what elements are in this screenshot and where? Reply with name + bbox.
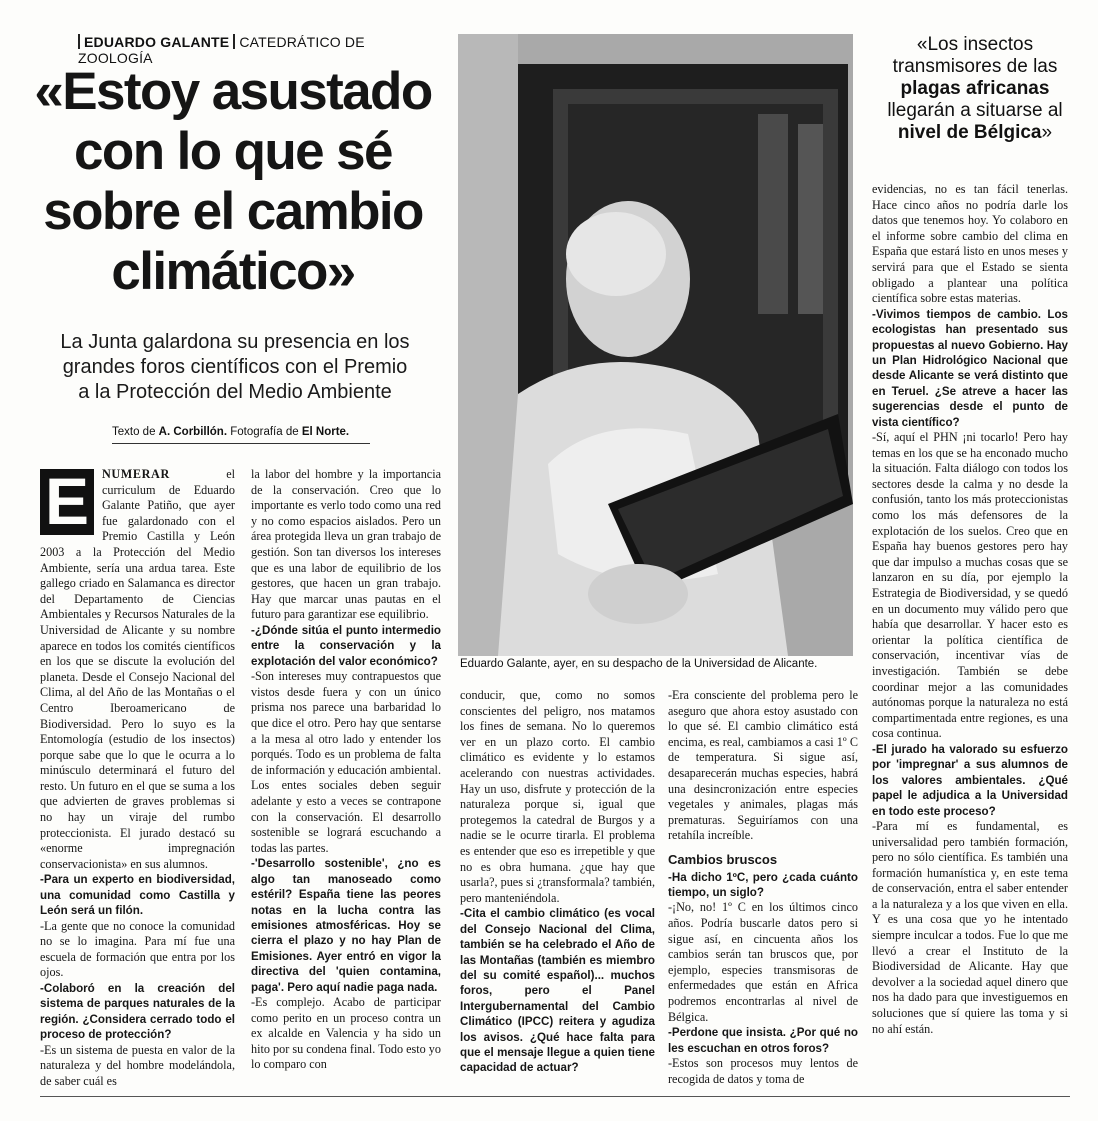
photo	[458, 34, 853, 656]
interview-answer: -Son intereses muy contrapuestos que vistos desde fuera y con un único prisma nos parece una barbaridad lo que dice el otro. Pero hay que sentarse a la mesa al otro lado y entender los porqués. Todo es un problema de falta de información y educación ambiental. Los entes sociales deben seguir adelante y esto a veces se contrapone con la conservación. El desarrollo sostenible se logrará escuchando a todas las partes.	[251, 669, 441, 855]
article-column-5	[872, 182, 1068, 1037]
pull-quote-text: «Los insectos transmisores de las	[892, 34, 1058, 77]
drop-cap: E	[40, 469, 94, 535]
interview-question: -Cita el cambio climático (es vocal del Consejo Nacional del Clima, también se ha celebrado el Año de las Montañas (también es miembro del su comité español)... muchos foros, pero el Panel Intergubernamental del Cambio Climático (IPCC) reitera y agudiza los avisos. ¿Qué hace falta para que el mensaje llegue a quien tiene capacidad de actuar?	[460, 907, 655, 1075]
credit-line	[112, 426, 412, 438]
interview-question: -Vivimos tiempos de cambio. Los ecologistas han presentado sus propuestas al nuevo Gobierno. Hay un Plan Hidrológico Nacional que desde Alicante se verá distinto que en Teruel. ¿Se atreve a hacer las sugerencias desde el punto de vista científico?	[872, 307, 1068, 429]
photo-illustration	[458, 34, 853, 656]
interview-answer: -Estos son procesos muy lentos de recogida de datos y toma de	[668, 1055, 858, 1086]
interview-question: -¿Dónde sitúa el punto intermedio entre la conservación y la explotación del valor económico?	[251, 623, 441, 668]
pull-quote-emphasis: nivel de Bélgica	[897, 122, 1042, 143]
interview-question: -'Desarrollo sostenible', ¿no es algo tan manoseado como estéril? España tiene las peores notas en la lucha contra las emisiones atmosféricas. Hoy se cierra el plazo y no hay Plan de Emisiones. Ayer entró en vigor la directiva del 'quien contamina, paga'. Pero aquí nadie paga nada.	[251, 857, 441, 994]
lead-paragraph	[40, 464, 235, 872]
subheadline	[30, 330, 440, 405]
paragraph-text: el curriculum de Eduardo Galante Patiño, que ayer fue galardonado con el Premio Castilla y León 2003 a la Protección del Medio Ambiente, sería una ardua tarea. Este gallego criado en Salamanca es director del Departamento de Ciencias Ambientales y Recursos Naturales de la Universidad de Alicante y su nombre aparece en todos los comités científicos en los que se discute la evolución del planeta. Desde el Consejo Nacional del Clima, al del Año de las Montañas o el Centro Iberoamericano de Biodiversidad. Pero lo suyo es la Entomología (estudio de los insectos) porque sabe que lo que le ocurra a lo minúsculo determinará el futuro del resto. Un futuro en el que se suma a los que advierten de graves problemas si no hay un viraje del rumbo proteccionista. El jurado destacó su «enorme impregnación conservacionista» en sus alumnos.	[40, 467, 235, 871]
article-column-2	[251, 467, 441, 1073]
section-heading: Cambios bruscos	[668, 851, 778, 867]
photo-caption: Eduardo Galante, ayer, en su despacho de la Universidad de Alicante.	[460, 658, 818, 670]
byline-role: CATEDRÁTICO DE ZOOLOGÍA	[78, 34, 365, 66]
lead-caps: NUMERAR	[102, 467, 170, 481]
headline-line: sobre el cambio	[43, 182, 423, 241]
credit-mid: Fotografía de	[227, 426, 302, 438]
interview-answer: -Era consciente del problema pero le aseguro que ahora estoy asustado con lo que sé. El cambio climático está encima, es real, cambiamos a casi 1º C de temperatura. Si sigue así, desaparecerán muchas especies, habrá una desincronización entre especies vegetales y animales, plagas más prematuras. Seguiríamos con una retahíla increíble.	[668, 688, 858, 843]
paragraph-text: la labor del hombre y la importancia de la conservación. Creo que lo importante es verlo todo como una red y no como espacios aislados. Pero un área protegida lleva un gran trabajo de gestión. Son tan diversos los intereses que es una labor de equilibrio de los gestores, que hacen un gran trabajo. Hay que marcar unas pautas en el futuro para garantizar ese equilibrio.	[251, 467, 441, 622]
interview-answer: -¡No, no! 1º C en los últimos cinco años. Podría buscarle datos pero si sigue así, en cincuenta años los cambios serán tan bruscos que, por ejemplo, especies transmisoras de enfermedades que están en Africa podremos encontrarlas al nivel de Bélgica.	[668, 900, 858, 1024]
article-column-1	[40, 464, 235, 1089]
interview-answer: -Para mí es fundamental, es universalidad pero también formación, pero no sólo científica. Es también una formación humanística y, en este tema de conservación, entra el saber entender a la naturaleza y a los que viven en ella. Y es una cosa que yo he intentado siempre inculcar a todos. Fue lo que me llevó a crear el Instituto de la Biodiversidad de Alicante. Hay que devolver a la sociedad aquel dinero que nos ha dado para que investiguemos en soluciones que sí quiere las toma y si no ahí están.	[872, 818, 1068, 1036]
interview-question: -Perdone que insista. ¿Por qué no les escuchan en otros foros?	[668, 1026, 858, 1055]
pull-quote	[870, 34, 1080, 144]
byline-divider	[233, 34, 235, 49]
bottom-rule	[40, 1096, 1070, 1097]
article-column-3	[460, 688, 655, 1076]
pull-quote-emphasis: plagas africanas	[900, 78, 1050, 99]
interview-question: -Ha dicho 1ºC, pero ¿cada cuánto tiempo, un siglo?	[668, 870, 858, 899]
credit-source: El Norte.	[301, 426, 350, 438]
paragraph-text: conducir, que, como no somos conscientes del peligro, nos matamos los fines de semana. No lo queremos ver en un plazo corto. El cambio climático es evidente y lo estamos acelerando con nuestras actividades. Hay un uso, disfrute y protección de la naturaleza porque si, igual que protegemos la catedral de Burgos y a nadie se le ocurre tirarla. El problema es entender que eso es irrepetible y que no es obra humana. ¿que hay que usarla?, pues si ¿transformala? también, pero manteniéndola.	[460, 688, 655, 905]
paragraph-text: evidencias, no es tan fácil tenerlas. Hace cinco años no podría darle los datos que tenemos hoy. Yo colaboro en el informe sobre cambio del clima en España que estará listo en unos meses y servirá para que el Estado se sienta obligado a plantear una política científica sobre estas materias.	[872, 182, 1068, 306]
article-column-4	[668, 688, 858, 1087]
interview-question: -Colaboró en la creación del sistema de parques naturales de la región. ¿Considera cerrado todo el proceso de protección?	[40, 982, 235, 1042]
interview-answer: -Es un sistema de puesta en valor de la naturaleza y del hombre modelándola, de saber cuál es	[40, 1042, 235, 1088]
interview-question: -Para un experto en biodiversidad, una comunidad como Castilla y León será un filón.	[40, 873, 235, 918]
credit-author: A. Corbillón.	[158, 426, 228, 438]
pull-quote-text: llegarán a situarse al	[887, 100, 1063, 121]
credit-prefix: Texto de	[112, 426, 159, 438]
headline-line: climático»	[111, 242, 355, 301]
subheadline-line: La Junta galardona su presencia en los	[60, 331, 410, 353]
subheadline-line: a la Protección del Medio Ambiente	[78, 381, 392, 403]
subheadline-line: grandes foros científicos con el Premio	[62, 356, 408, 378]
headline-line: «Estoy asustado	[34, 62, 432, 121]
headline	[18, 62, 448, 302]
interview-answer: -Sí, aquí el PHN ¡ni tocarlo! Pero hay temas en los que se ha enconado mucho la situación. Falta diálogo con todos los sectores desde la calma y no desde la confusión, tanto los más proteccionistas como los más defensores de la explotación de los suelos. Creo que en España hay buenos gestores pero hay que dar impulso a muchas cosas que se lanzaron en su día, por ejemplo la Estrategia de Biodiversidad, y se quedó en un documento muy válido pero que había que desarrollar. Y hacer esto es orientar la política científica de conservación, incentivar vías de investigación. También se debe coordinar mejor a las comunidades autónomas porque la naturaleza no está compartimentada entre regiones, es una cosa continua.	[872, 430, 1068, 741]
interview-question: -El jurado ha valorado su esfuerzo por 'impregnar' a sus alumnos de los valores ambientales. ¿Qué papel le adjudica a la Universidad en todo este proceso?	[872, 742, 1068, 818]
credit-rule	[112, 443, 370, 444]
byline-name: EDUARDO GALANTE	[84, 34, 230, 50]
headline-line: con lo que sé	[74, 122, 392, 181]
byline-divider	[78, 34, 80, 49]
interview-answer: -Es complejo. Acabo de participar como perito en un proceso contra un ex alcalde en Valencia y ha sido un hito por su condena final. Todo esto yo lo comparo con	[251, 994, 441, 1072]
pull-quote-text: »	[1041, 122, 1053, 143]
interview-answer: -La gente que no conoce la comunidad no se lo imagina. Para mí fue una escuela de formación que entra por los ojos.	[40, 918, 235, 980]
